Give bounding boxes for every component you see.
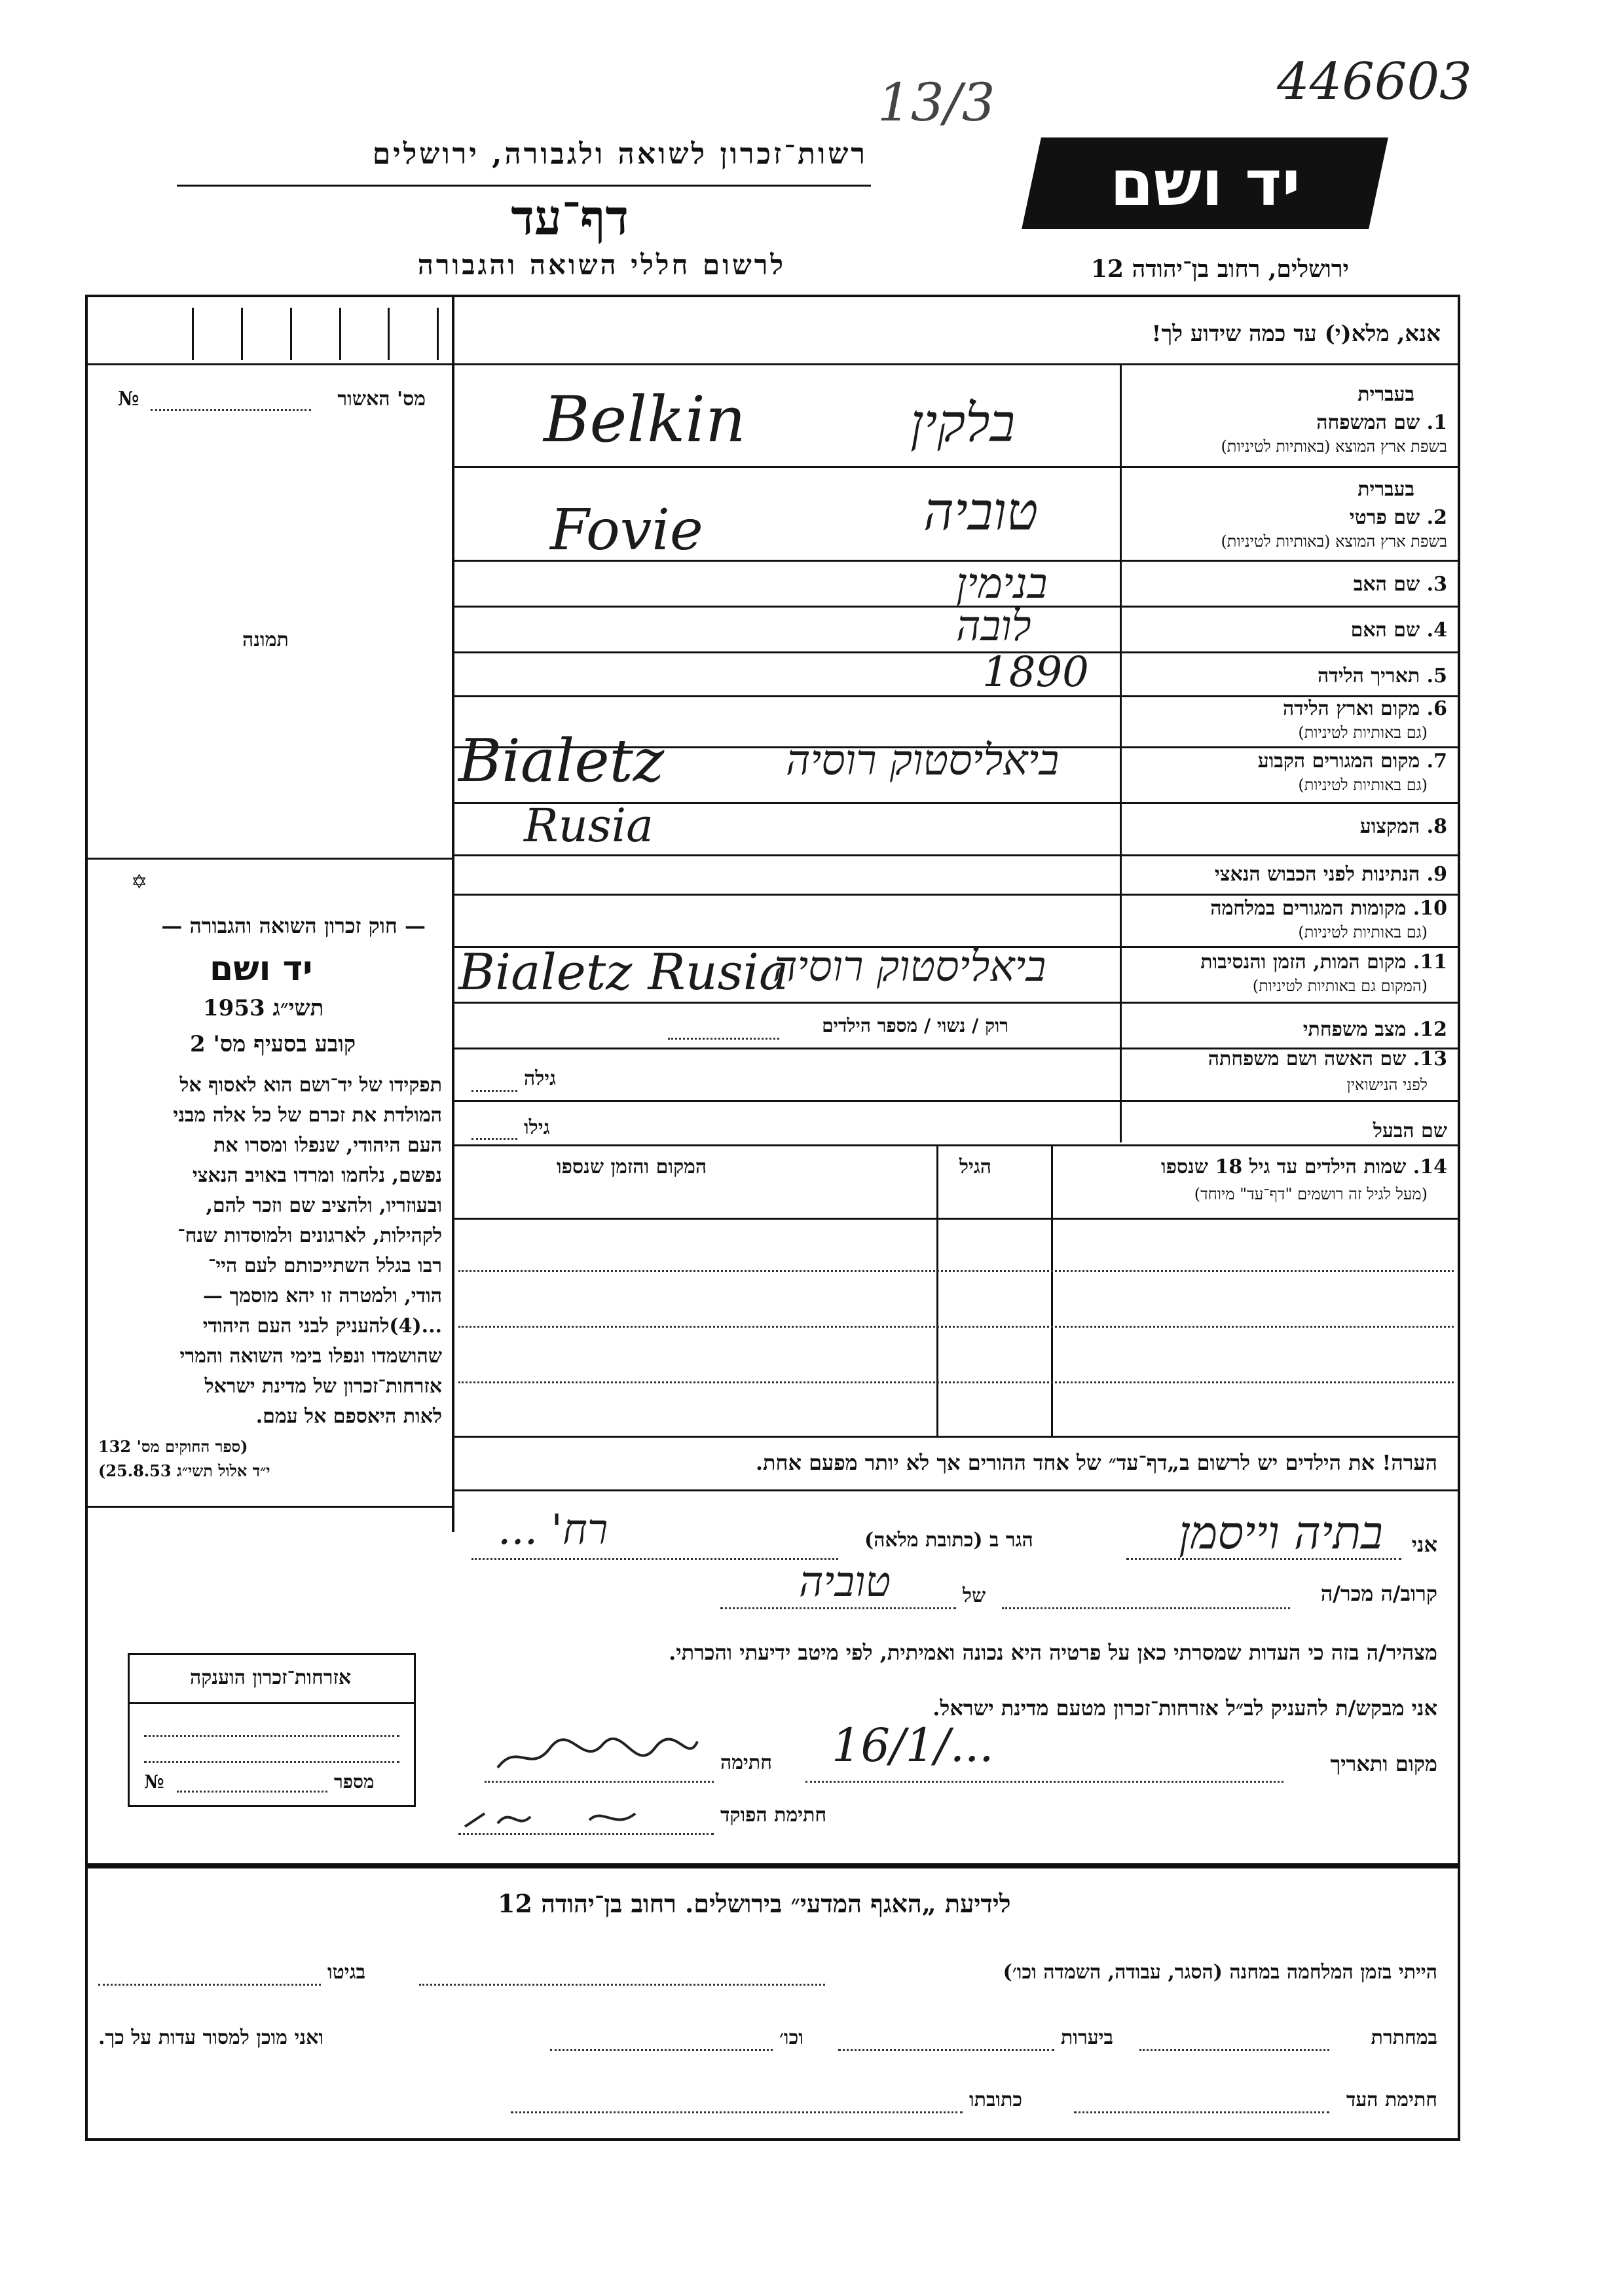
law-title: — חוק זכרון השואה והגבורה — — [161, 913, 426, 938]
col-age-header: הגיל — [959, 1156, 992, 1178]
form-title: דף־עד — [511, 190, 629, 246]
footer-etc-label: וכו׳ — [779, 2026, 803, 2049]
law-reference-1: (ספר החוקים מס' 132 — [98, 1437, 248, 1456]
declaration-i-label: אני — [1411, 1532, 1437, 1557]
resident-label: הגר ב (כתובת מלאה) — [864, 1529, 1033, 1552]
logo-text: יד ושם — [1109, 147, 1301, 220]
f9-label: 9. הנתינות לפני הכבוש הנאצי — [1214, 863, 1447, 886]
archive-number: 446603 — [1277, 52, 1472, 111]
f6-sub: (גם באותיות לטיניות) — [1298, 723, 1428, 742]
footer-camp-text: הייתי בזמן המלחמה במחנה (הסגר, עבודה, השמדה וכו׳) — [1003, 1961, 1437, 1984]
f11-latin-value: Bialetz Rusia — [458, 943, 789, 1001]
yad-vashem-logo — [1022, 137, 1388, 229]
relation-value: טוביה — [799, 1558, 891, 1607]
f10-label: 10. מקומות המגורים במלחמה — [1210, 897, 1447, 920]
f11-hebrew-value: ביאליסטוק רוסיה — [773, 943, 1046, 991]
citizenship-number-sign: № — [144, 1771, 164, 1793]
f12-label: 12. מצב משפחתי — [1302, 1018, 1447, 1041]
footer-underground-label: במחתרת — [1371, 2026, 1437, 2049]
child-row-2[interactable] — [458, 1326, 1454, 1328]
officer-signature-label: חתימת הפוקד — [720, 1804, 827, 1827]
form-subtitle: לרשום חללי השואה והגבורה — [417, 249, 786, 281]
footer-testimony-text: ואני מוכן למסור עדות על כך. — [98, 2026, 324, 2049]
f4-label: 4. שם האם — [1350, 619, 1447, 642]
f1-sub: בשפת ארץ המוצא (באותיות לטיניות) — [1221, 437, 1447, 456]
f7-label: 7. מקום המגורים הקבוע — [1257, 750, 1447, 773]
note-text: הערה! את הילדים יש לרשום ב„דף־עד״ של אחד ההורים אך לא יותר מפעם אחת. — [755, 1450, 1437, 1475]
footer-address-label: כתובתו — [969, 2088, 1023, 2111]
footer-ghetto-label: בגיטו — [327, 1961, 366, 1984]
f2-hebrew-value: טוביה — [923, 481, 1039, 542]
law-year: תשי״ג 1953 — [203, 995, 324, 1021]
f7-sub: (גם באותיות לטיניות) — [1298, 776, 1428, 794]
signature-label: חתימה — [720, 1751, 772, 1774]
law-section: קובע בסעיף מס' 2 — [190, 1031, 356, 1057]
law-name: יד ושם — [210, 949, 313, 989]
declarant-signature[interactable] — [491, 1728, 701, 1781]
footer-forests-label: ביערות — [1061, 2026, 1114, 2049]
declarant-name: בתיה וייסמן — [1179, 1506, 1383, 1559]
f14-sub: (מעל לגיל זה רושמים "דף־עד" מיוחד) — [1194, 1185, 1428, 1203]
f7-latin-value-2: Rusia — [524, 799, 654, 852]
approval-number-sign: № — [118, 388, 139, 410]
wife-age-label: גילה — [524, 1067, 557, 1090]
f5-value: 1890 — [982, 648, 1089, 697]
f2-hebrew-tag: בעברית — [1357, 478, 1414, 501]
of-label: של — [963, 1584, 986, 1607]
col-place-header: המקום והזמן שנספו — [557, 1156, 707, 1178]
f13-sub: לפני הנישואין — [1346, 1076, 1428, 1094]
place-date-label: מקום ותאריך — [1330, 1751, 1437, 1776]
file-mark: 13/3 — [877, 72, 995, 133]
approval-boxes — [98, 308, 439, 360]
footer-witness-signature-label: חתימת העד — [1346, 2088, 1437, 2111]
f13-label: 13. שם האשה ושם משפחתה — [1208, 1048, 1447, 1070]
f5-label: 5. תאריך הלידה — [1318, 665, 1447, 687]
child-row-1[interactable] — [458, 1270, 1454, 1272]
address-value: רח' ... — [498, 1506, 608, 1554]
authority-name: רשות־זכרון לשואה ולגבורה, ירושלים — [372, 137, 868, 171]
statement-text: מצהיר/ה בזה כי העדות שמסרתי כאן על פרטיה היא נכונה ואמיתית, לפי מיטב ידיעתי והכרתי. — [669, 1640, 1437, 1665]
f4-value: לובה — [956, 602, 1031, 651]
f10-sub: (גם באותיות לטיניות) — [1298, 923, 1428, 941]
f7-hebrew-value: ביאליסטוק רוסיה — [786, 737, 1060, 785]
f12-options: רוק / נשוי / מספר הילדים — [822, 1015, 1008, 1036]
law-text: תפקידו של יד־ושם הוא לאסוף אל המולדת את זכרם של כל אלה מבני העם היהודי, שנפלו ומסרו את נפשם, נלחמו ומרדו באויב הנאצי ובעוזריו, ולהציב שם וזכר להם, לקהילות, לארגונים ולמוסדות שנח־ רבו בגלל השתייכותם לעם היי־ הודי, ולמטרה זו יהא מוסמך — ...(4)להעניק לבני העם היהודי שהושמדו ונפלו בימי השואה והמרי אזרחות־זכרון של מדינת ישראל לאות היאספם אל עמם. — [173, 1074, 442, 1428]
relative-label: קרוב/ה מכר/ה — [1320, 1581, 1437, 1606]
law-reference-2: י״ד אלול תשי״ג 25.8.53) — [98, 1461, 270, 1480]
f14-label: 14. שמות הילדים עד גיל 18 שנספו — [1160, 1156, 1447, 1178]
husband-label: שם הבעל — [1373, 1120, 1447, 1142]
f11-label: 11. מקום המות, הזמן והנסיבות — [1200, 951, 1447, 974]
f1-hebrew-tag: בעברית — [1357, 383, 1414, 406]
f2-latin-value: Fovie — [550, 498, 703, 563]
f1-hebrew-value: בלקין — [910, 393, 1016, 454]
f1-label: 1. שם המשפחה — [1316, 411, 1447, 434]
f7-latin-value-1: Bialetz — [458, 727, 665, 795]
intro-text: אנא, מלא(י) עד כמה שידוע לך! — [1151, 321, 1441, 347]
child-row-3[interactable] — [458, 1381, 1454, 1383]
address: ירושלים, רחוב בן־יהודה 12 — [1090, 255, 1349, 283]
f3-label: 3. שם האב — [1353, 573, 1447, 596]
emblem-icon: ✡ — [131, 871, 148, 894]
place-date-value: 16/1/... — [832, 1719, 994, 1772]
citizenship-title: אזרחות־זכרון הוענקה — [190, 1666, 352, 1689]
approval-label: מס' האשור — [337, 388, 426, 410]
f8-label: 8. המקצוע — [1359, 815, 1447, 838]
f6-label: 6. מקום וארץ הלידה — [1282, 697, 1447, 720]
husband-age-label: גילו — [524, 1116, 550, 1139]
f3-value: בנימין — [956, 560, 1048, 608]
signature-scribble-icon — [491, 1728, 701, 1781]
f2-label: 2. שם פרטי — [1349, 506, 1447, 529]
f11-sub: (המקום גם באותיות לטיניות) — [1252, 977, 1428, 995]
photo-label: תמונה — [242, 629, 289, 651]
f1-latin-value: Belkin — [544, 383, 746, 456]
f2-sub: בשפת ארץ המוצא (באותיות לטיניות) — [1221, 532, 1447, 551]
citizenship-number-label: מספר — [334, 1771, 375, 1793]
footer-title: לידיעת „האגף המדעי״ בירושלים. רחוב בן־יהודה 12 — [498, 1889, 1011, 1918]
request-text: אני מבקש/ת להעניק לב״ל אזרחות־זכרון מטעם מדינת ישראל. — [932, 1696, 1437, 1721]
